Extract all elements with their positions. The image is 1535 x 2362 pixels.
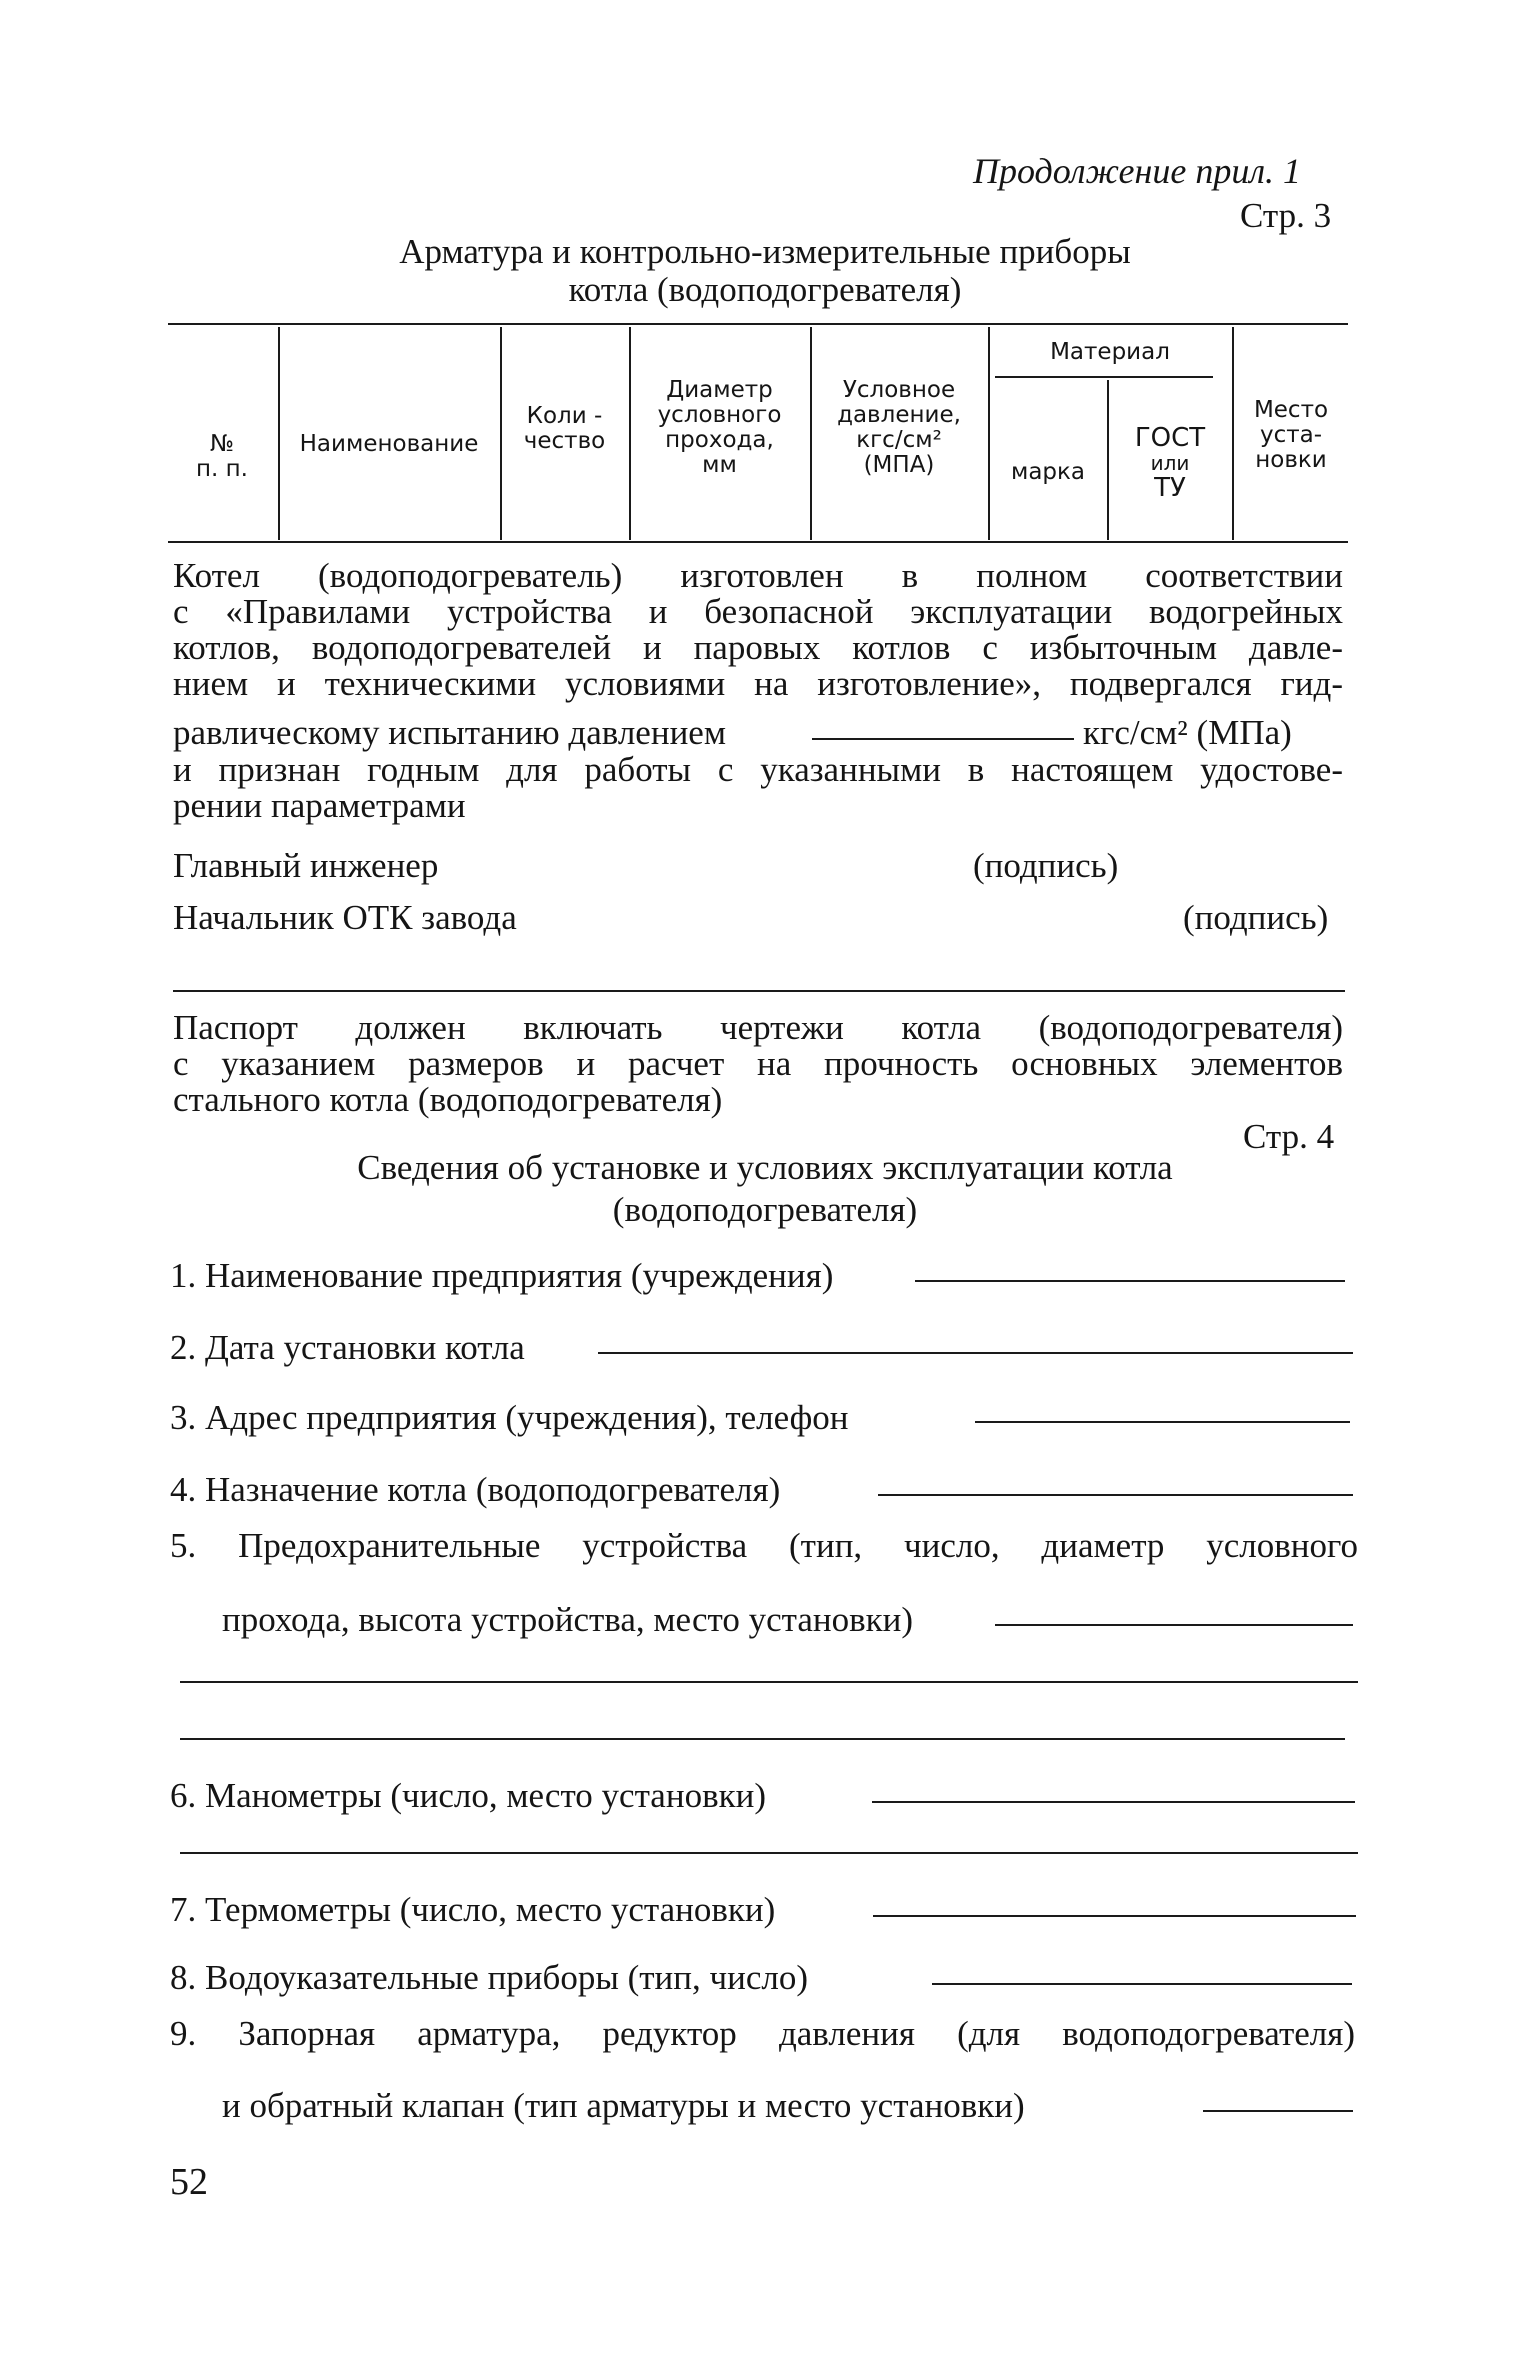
chief-engineer-signature: (подпись)	[973, 846, 1119, 885]
item-5-extra-line	[180, 1738, 1345, 1740]
section1-title-line2: котла (водоподогревателя)	[568, 270, 962, 309]
pressure-blank-line	[812, 738, 1074, 740]
section1-title-line1: Арматура и контрольно-измерительные приборы	[399, 232, 1131, 271]
item-5-extra-line	[180, 1681, 1358, 1683]
page-number-4: Стр. 4	[1243, 1117, 1335, 1156]
pressure-unit: кгс/см² (МПа)	[1083, 713, 1292, 752]
table-bottom-border	[168, 541, 1348, 543]
col-header-quantity: Коли - чество	[523, 403, 606, 454]
chief-engineer-label: Главный инженер	[173, 846, 439, 885]
page-number: 52	[170, 2161, 208, 2203]
otk-head-label: Начальник ОТК завода	[173, 898, 517, 937]
page-number-3: Стр. 3	[1240, 196, 1332, 235]
item-6-label: 6. Манометры (число, место установки)	[170, 1776, 766, 1815]
section-separator	[173, 990, 1345, 992]
certificate-line: нием и техническими условиями на изготовление», подвергался гид-	[173, 664, 1343, 703]
material-divider	[995, 376, 1213, 378]
certificate-line: и признан годным для работы с указанными в настоящем удостове-	[173, 750, 1343, 789]
item-5-label: 5. Предохранительные устройства (тип, число, диаметр условного	[170, 1526, 1358, 1565]
otk-head-signature: (подпись)	[1183, 898, 1329, 937]
item-7-label: 7. Термометры (число, место установки)	[170, 1890, 776, 1929]
item-3-label: 3. Адрес предприятия (учреждения), телефон	[170, 1398, 849, 1437]
section2-title-line1: Сведения об установке и условиях эксплуатации котла	[357, 1148, 1173, 1187]
certificate-line: равлическому испытанию давлением	[173, 713, 726, 752]
table-top-border	[168, 323, 1348, 325]
item-5-continuation: прохода, высота устройства, место установки)	[222, 1600, 914, 1639]
item-7-blank	[873, 1915, 1356, 1917]
col-header-place: Место уста- новки	[1253, 397, 1329, 473]
section2-title-line2: (водоподогревателя)	[612, 1190, 918, 1229]
item-1-label: 1. Наименование предприятия (учреждения)	[170, 1256, 834, 1295]
item-1-blank	[915, 1280, 1345, 1282]
item-9-continuation: и обратный клапан (тип арматуры и место установки)	[222, 2086, 1025, 2125]
col-header-diameter: Диаметр условного прохода, мм	[657, 377, 782, 478]
continuation-label: Продолжение прил. 1	[973, 151, 1302, 191]
item-6-extra-line	[180, 1852, 1358, 1854]
note-line: стального котла (водоподогревателя)	[173, 1080, 723, 1119]
item-6-blank	[872, 1801, 1355, 1803]
col-header-name: Наименование	[299, 431, 479, 457]
col-header-mark: марка	[1010, 459, 1086, 485]
certificate-line: Котел (водоподогреватель) изготовлен в полном соответствии	[173, 556, 1343, 595]
item-8-blank	[932, 1983, 1352, 1985]
item-4-label: 4. Назначение котла (водоподогревателя)	[170, 1470, 781, 1509]
item-8-label: 8. Водоуказательные приборы (тип, число)	[170, 1958, 808, 1997]
item-3-blank	[975, 1421, 1350, 1423]
note-line: Паспорт должен включать чертежи котла (водоподогревателя)	[173, 1008, 1343, 1047]
certificate-line: рении параметрами	[173, 786, 466, 825]
certificate-line: котлов, водоподогревателей и паровых котлов с избыточным давле-	[173, 628, 1343, 667]
item-9-blank	[1203, 2110, 1353, 2112]
col-header-gost: ГОСТ или ТУ	[1134, 423, 1206, 503]
col-header-number: № п. п.	[195, 431, 248, 482]
col-header-pressure: Условное давление, кгс/см² (МПА)	[837, 377, 961, 478]
item-2-blank	[598, 1352, 1353, 1354]
item-4-blank	[878, 1494, 1353, 1496]
note-line: с указанием размеров и расчет на прочность основных элементов	[173, 1044, 1343, 1083]
item-2-label: 2. Дата установки котла	[170, 1328, 525, 1367]
item-5-blank	[995, 1624, 1353, 1626]
certificate-line: с «Правилами устройства и безопасной эксплуатации водогрейных	[173, 592, 1343, 631]
col-header-material: Материал	[1050, 339, 1170, 365]
item-9-label: 9. Запорная арматура, редуктор давления (для водоподогревателя)	[170, 2014, 1355, 2053]
